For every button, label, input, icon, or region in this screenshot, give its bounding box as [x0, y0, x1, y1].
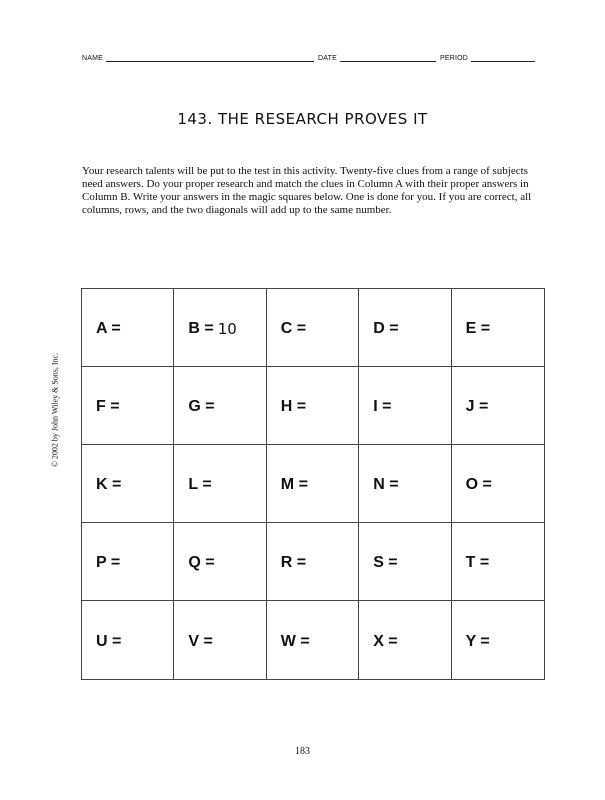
date-label: DATE [318, 55, 337, 62]
cell-label: X = [373, 632, 398, 650]
cell-label: R = [280, 554, 307, 571]
student-info-header [82, 54, 548, 62]
magic-square-cell[interactable] [359, 367, 451, 445]
cell-label: L = [188, 476, 212, 493]
magic-square-cell[interactable] [452, 367, 544, 445]
period-label: PERIOD [439, 55, 469, 62]
cell-label: N = [373, 476, 399, 493]
cell-label: H = [280, 398, 307, 415]
instructions-text: Your research talents will be put to the test in this activity. Twenty-five clues from a range of subjects need answers. Do your proper research and match the clues in Column A with their proper answers in Column B. Write your answers in the magic squares below. One is done for you. If you are correct, all columns, rows, and the two diagonals will add up to the same number. [82, 165, 532, 216]
cell-label: G = [188, 398, 215, 415]
cell-label: O = [465, 476, 492, 493]
copyright-notice: © 2002 by John Wiley & Sons, Inc. [50, 352, 60, 468]
magic-square-cell[interactable] [267, 367, 359, 445]
magic-square-cell[interactable] [82, 367, 174, 445]
cell-label: V = [188, 632, 213, 650]
magic-square-cell[interactable] [174, 523, 266, 601]
magic-square-cell[interactable] [174, 367, 266, 445]
cell-label: B = [188, 320, 214, 337]
magic-square-cell[interactable] [452, 289, 544, 367]
cell-label: W = [280, 632, 310, 650]
magic-square-cell[interactable] [359, 445, 451, 523]
magic-square-cell[interactable] [82, 289, 174, 367]
period-field[interactable] [471, 54, 535, 62]
cell-label: C = [280, 320, 307, 337]
cell-label: D = [373, 320, 399, 337]
cell-label: T = [465, 554, 490, 571]
magic-square-cell[interactable] [452, 601, 544, 679]
cell-label: A = [96, 320, 121, 337]
magic-square-cell[interactable] [267, 601, 359, 679]
magic-square-cell[interactable] [174, 601, 266, 679]
date-field[interactable] [340, 54, 436, 62]
page-number: 183 [295, 746, 310, 757]
name-label: NAME [82, 55, 104, 62]
magic-square-cell[interactable] [174, 445, 266, 523]
magic-square-cell[interactable] [452, 523, 544, 601]
magic-square-cell[interactable] [174, 289, 266, 367]
cell-label: J = [465, 398, 489, 415]
cell-label: I = [373, 398, 392, 415]
magic-square-cell[interactable] [267, 523, 359, 601]
magic-square-cell[interactable] [267, 289, 359, 367]
cell-label: M = [280, 476, 308, 493]
page-title: 143. THE RESEARCH PROVES IT [177, 110, 428, 128]
magic-square-cell[interactable] [82, 445, 174, 523]
magic-square-cell[interactable] [82, 601, 174, 679]
cell-label: U = [96, 632, 122, 650]
magic-square-cell[interactable] [267, 445, 359, 523]
magic-square-cell[interactable] [82, 523, 174, 601]
magic-square-cell[interactable] [359, 601, 451, 679]
cell-label: K = [96, 476, 122, 493]
cell-label: F = [96, 398, 120, 415]
cell-label: E = [465, 320, 491, 337]
cell-label: S = [373, 554, 398, 571]
magic-square-cell[interactable] [359, 289, 451, 367]
cell-label: P = [96, 554, 121, 571]
magic-square-cell[interactable] [359, 523, 451, 601]
magic-square-grid [81, 288, 545, 680]
cell-label: Q = [188, 554, 215, 571]
cell-label: Y = [465, 632, 490, 650]
magic-square-cell[interactable] [452, 445, 544, 523]
cell-answer: 10 [217, 320, 237, 338]
name-field[interactable] [106, 54, 314, 62]
